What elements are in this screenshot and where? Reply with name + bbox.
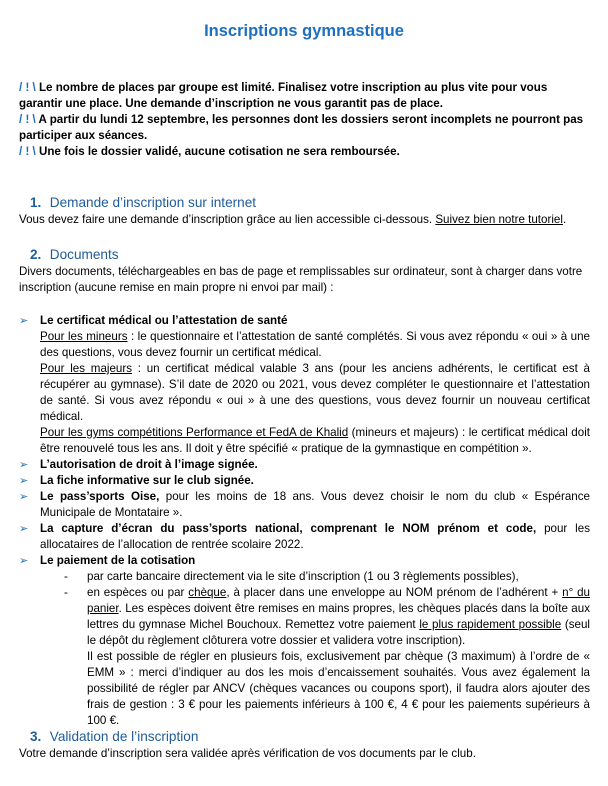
payment-card: par carte bancaire directement via le site d’inscription (1 ou 3 règlements possibles), [87,570,519,583]
section-title: Demande d’inscription sur internet [49,195,257,210]
arrow-bullet-icon: ➢ [19,491,29,503]
cash-text-c: . Les espèces doivent être remises en mains propres, les chèques placés dans la boîte aux lettres du gymnase Michel Bouchoux. Remettez votre paiement [87,602,590,631]
section-title: Documents [49,247,119,262]
paiement-heading: Le paiement de la cotisation [40,554,196,567]
certificat-heading: Le certificat médical ou l’attestation de santé [40,314,288,327]
gyms-text: (mineurs et majeurs) : le certificat médical doit être renouvelé tous les ans. Il doit y être spécifié « pratique de la gymnastique en compétition ». [40,426,590,455]
section-3-text: Votre demande d’inscription sera validée après vérification de vos documents par le club. [19,747,476,760]
cash-panier: n° du panier [87,586,590,615]
section-heading-1 [30,194,256,212]
passsports-bold: Le pass’sports Oise, [40,490,160,503]
warning-mark: / ! \ [19,113,36,126]
section-1-body: Vous devez faire une demande d’inscription grâce au lien accessible ci-dessous. [19,213,436,226]
section-number: 2. [30,247,42,262]
image-rights-item: L’autorisation de droit à l’image signée. [40,458,258,471]
section-1-text [19,212,589,228]
warning-incomplete [19,112,589,144]
adults-text: : un certificat médical valable 3 ans (pour les anciens adhérents, le certificat est à récupérer au gymnase). S’il date de 2020 ou 2021, vous devez compléter le questionnaire et l’attestation de santé. Si vous avez répondu « oui » à une des questions, vous devez fournir un nouveau certificat médical. [40,362,590,423]
passsports-item [40,489,590,521]
cash-text-a: en espèces ou par [87,586,189,599]
arrow-bullet-icon: ➢ [19,555,29,567]
warning-mark: / ! \ [19,81,36,94]
cash-rapide: le plus rapidement possible [419,618,562,631]
certificat-adults [40,361,590,425]
page-title: Inscriptions gymnastique [204,22,404,40]
dash-marker: - [64,586,68,599]
section-heading-3 [30,728,198,746]
fiche-item: La fiche informative sur le club signée. [40,474,254,487]
section-2-intro: Divers documents, téléchargeables en bas de page et remplissables sur ordinateur, sont à charger dans votre inscription (aucune remise en main propre ni envoi par mail) : [19,265,583,294]
section-1-end: . [562,213,567,226]
dash-marker: - [64,570,68,583]
cash-cheque: chèque [188,586,227,599]
section-heading-2 [30,246,119,264]
arrow-bullet-icon: ➢ [19,475,29,487]
warning-text: A partir du lundi 12 septembre, les personnes dont les dossiers seront incomplets ne pourront pas participer aux séances. [19,113,584,142]
payment-cash [87,585,590,649]
gyms-label: Pour les gyms compétitions Performance et FedA de Khalid [40,426,349,439]
cash-text-b: , à placer dans une enveloppe au NOM prénom de l’adhérent + [226,586,563,599]
section-number: 1. [30,195,42,210]
section-number: 3. [30,729,42,744]
warning-text: Une fois le dossier validé, aucune cotisation ne sera remboursée. [35,145,400,158]
arrow-bullet-icon: ➢ [19,315,29,327]
warning-refund [19,144,589,160]
warning-mark: / ! \ [19,145,36,158]
arrow-bullet-icon: ➢ [19,459,29,471]
section-title: Validation de l’inscription [49,729,199,744]
capture-bold: La capture d’écran du pass’sports national, comprenant le NOM prénom et code, [40,522,537,535]
minors-text: : le questionnaire et l’attestation de santé complétés. Si vous avez répondu « oui » à une des questions, vous devez fournir un certificat médical. [40,330,590,359]
certificat-gyms [40,425,590,457]
adults-label: Pour les majeurs [40,362,133,375]
warning-places [19,80,589,112]
tutorial-link[interactable]: Suivez bien notre tutoriel [435,213,563,226]
capture-text: pour les allocataires de l’allocation de rentrée scolaire 2022. [40,522,590,551]
capture-item [40,521,590,553]
minors-label: Pour les mineurs [40,330,128,343]
arrow-bullet-icon: ➢ [19,523,29,535]
warning-text: Le nombre de places par groupe est limité. Finalisez votre inscription au plus vite pour vous garantir une place. Une demande d’inscription ne vous garantit pas de place. [19,81,548,110]
certificat-minors [40,329,590,361]
payment-plusieurs: Il est possible de régler en plusieurs fois, exclusivement par chèque (3 maximum) à l’ordre de « EMM » : merci d’indiquer au dos les mois d’encaissement souhaités. Vous avez également la possibilité de régler par ANCV (chèques vacances ou coupons sport), il faudra alors ajouter des frais de gestion : 3 € pour les paiements inférieurs à 100 €, 4 € pour les paiements supérieurs à 100 €. [87,650,590,727]
cash-text-d: (seul le dépôt du règlement clôturera votre dossier et validera votre inscription). [87,618,590,647]
passsports-text: pour les moins de 18 ans. Vous devez choisir le nom du club « Espérance Municipale de Montataire ». [40,490,590,519]
